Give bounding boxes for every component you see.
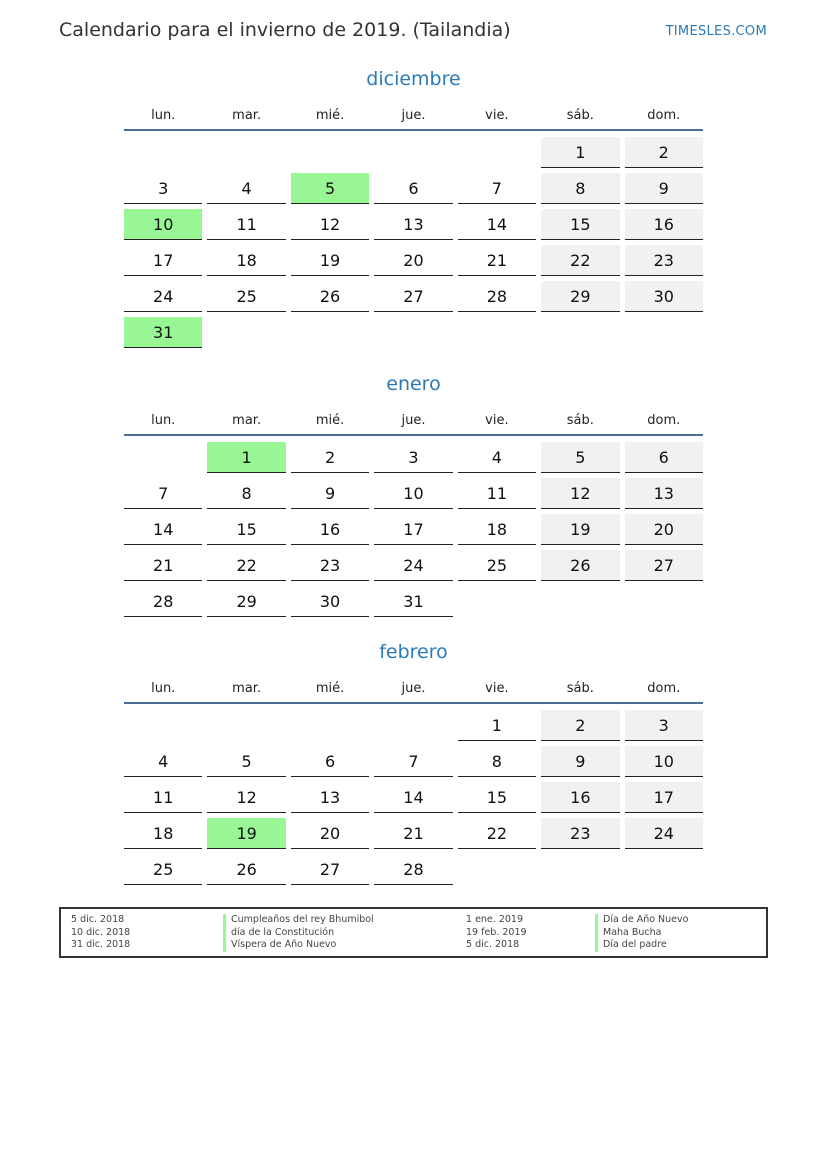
weekend-day-cell: 15 (541, 209, 619, 240)
day-cell: 20 (291, 818, 369, 849)
month-december (124, 66, 703, 353)
day-cell: 29 (207, 586, 285, 617)
legend-holiday-name: Día de Año Nuevo (603, 914, 689, 925)
holiday-day-cell: 19 (207, 818, 285, 849)
day-cell: 12 (207, 782, 285, 813)
day-cell: 15 (207, 514, 285, 545)
empty-cell (207, 137, 285, 168)
day-cell: 28 (458, 281, 536, 312)
day-cell: 24 (374, 550, 452, 581)
month-title: enero (386, 373, 441, 395)
weekend-day-cell: 9 (541, 746, 619, 777)
empty-cell (458, 854, 536, 885)
day-cell: 21 (374, 818, 452, 849)
legend-date: 31 dic. 2018 (71, 939, 131, 950)
day-cell: 26 (291, 281, 369, 312)
weekend-day-cell: 23 (625, 245, 703, 276)
legend-holiday-name: Víspera de Año Nuevo (231, 939, 337, 950)
day-cell: 5 (207, 746, 285, 777)
holiday-legend (59, 907, 768, 958)
day-cell: 6 (374, 173, 452, 204)
day-cell: 30 (291, 586, 369, 617)
weekend-day-cell: 29 (541, 281, 619, 312)
day-cell: 27 (291, 854, 369, 885)
empty-cell (207, 317, 285, 348)
weekend-day-cell: 30 (625, 281, 703, 312)
day-cell: 1 (458, 710, 536, 741)
weekday-header (124, 679, 703, 704)
day-cell: 14 (374, 782, 452, 813)
weekend-day-cell: 12 (541, 478, 619, 509)
weekday-label: sáb. (566, 413, 594, 428)
weekday-label: vie. (485, 108, 509, 123)
legend-date: 10 dic. 2018 (71, 926, 131, 938)
empty-cell (291, 710, 369, 741)
week-row (124, 317, 703, 348)
day-cell: 24 (124, 281, 202, 312)
day-cell: 22 (458, 818, 536, 849)
day-cell: 7 (124, 478, 202, 509)
day-cell: 21 (458, 245, 536, 276)
week-row (124, 478, 703, 509)
weekend-day-cell: 6 (625, 442, 703, 473)
weekday-label: mar. (232, 108, 262, 123)
month-title: febrero (379, 641, 448, 663)
page-title: Calendario para el invierno de 2019. (Tailandia) (59, 19, 511, 41)
day-cell: 11 (124, 782, 202, 813)
legend-dates-left (71, 914, 130, 952)
empty-cell (458, 586, 536, 617)
day-cell: 13 (291, 782, 369, 813)
weekend-day-cell: 20 (625, 514, 703, 545)
empty-cell (291, 317, 369, 348)
legend-holiday-name: Cumpleaños del rey Bhumibol (231, 914, 374, 925)
weekend-day-cell: 26 (541, 550, 619, 581)
day-cell: 7 (458, 173, 536, 204)
week-row (124, 746, 703, 777)
day-cell: 28 (124, 586, 202, 617)
month-february (124, 639, 703, 890)
day-cell: 11 (458, 478, 536, 509)
day-cell: 14 (458, 209, 536, 240)
weekend-day-cell: 16 (625, 209, 703, 240)
legend-dates-right (466, 914, 527, 952)
empty-cell (541, 854, 619, 885)
day-cell: 12 (291, 209, 369, 240)
day-cell: 18 (207, 245, 285, 276)
weekday-label: sáb. (566, 681, 594, 696)
week-row (124, 209, 703, 240)
weekend-day-cell: 16 (541, 782, 619, 813)
weekend-day-cell: 13 (625, 478, 703, 509)
day-cell: 15 (458, 782, 536, 813)
day-cell: 10 (374, 478, 452, 509)
day-cell: 9 (291, 478, 369, 509)
day-cell: 28 (374, 854, 452, 885)
day-grid (124, 137, 703, 348)
weekday-label: mar. (232, 413, 262, 428)
week-row (124, 782, 703, 813)
day-cell: 16 (291, 514, 369, 545)
legend-names-right (595, 914, 688, 952)
week-row (124, 173, 703, 204)
weekend-day-cell: 19 (541, 514, 619, 545)
legend-date: 5 dic. 2018 (71, 914, 125, 925)
empty-cell (124, 710, 202, 741)
empty-cell (374, 710, 452, 741)
day-cell: 26 (207, 854, 285, 885)
weekday-label: lun. (151, 108, 176, 123)
week-row (124, 245, 703, 276)
day-cell: 19 (291, 245, 369, 276)
weekend-day-cell: 27 (625, 550, 703, 581)
weekend-day-cell: 2 (625, 137, 703, 168)
weekend-day-cell: 24 (625, 818, 703, 849)
day-grid (124, 442, 703, 617)
empty-cell (374, 317, 452, 348)
empty-cell (207, 710, 285, 741)
day-cell: 17 (374, 514, 452, 545)
day-cell: 2 (291, 442, 369, 473)
holiday-day-cell: 5 (291, 173, 369, 204)
empty-cell (625, 317, 703, 348)
day-cell: 25 (458, 550, 536, 581)
legend-date: 5 dic. 2018 (466, 939, 520, 950)
empty-cell (124, 137, 202, 168)
weekend-day-cell: 3 (625, 710, 703, 741)
week-row (124, 442, 703, 473)
month-title: diciembre (366, 68, 461, 90)
day-cell: 20 (374, 245, 452, 276)
week-row (124, 586, 703, 617)
day-cell: 23 (291, 550, 369, 581)
week-row (124, 854, 703, 885)
weekday-label: lun. (151, 681, 176, 696)
weekday-label: mar. (232, 681, 262, 696)
legend-date: 19 feb. 2019 (466, 926, 527, 938)
holiday-day-cell: 10 (124, 209, 202, 240)
weekday-label: dom. (647, 108, 681, 123)
day-cell: 21 (124, 550, 202, 581)
holiday-day-cell: 1 (207, 442, 285, 473)
day-grid (124, 710, 703, 885)
weekday-header (124, 411, 703, 436)
weekday-label: mié. (315, 413, 345, 428)
day-cell: 22 (207, 550, 285, 581)
day-cell: 17 (124, 245, 202, 276)
weekday-label: jue. (401, 681, 426, 696)
weekday-label: mié. (315, 681, 345, 696)
holiday-day-cell: 31 (124, 317, 202, 348)
empty-cell (625, 586, 703, 617)
legend-date: 1 ene. 2019 (466, 914, 523, 925)
weekend-day-cell: 17 (625, 782, 703, 813)
weekday-label: jue. (401, 413, 426, 428)
day-cell: 27 (374, 281, 452, 312)
day-cell: 8 (458, 746, 536, 777)
weekday-label: jue. (401, 108, 426, 123)
brand-link[interactable]: TIMESLES.COM (665, 24, 767, 39)
day-cell: 4 (124, 746, 202, 777)
day-cell: 3 (124, 173, 202, 204)
day-cell: 6 (291, 746, 369, 777)
week-row (124, 137, 703, 168)
empty-cell (291, 137, 369, 168)
week-row (124, 514, 703, 545)
weekday-label: vie. (485, 681, 509, 696)
week-row (124, 281, 703, 312)
day-cell: 4 (207, 173, 285, 204)
week-row (124, 710, 703, 741)
weekday-header (124, 106, 703, 131)
empty-cell (625, 854, 703, 885)
weekend-day-cell: 2 (541, 710, 619, 741)
weekend-day-cell: 23 (541, 818, 619, 849)
weekend-day-cell: 5 (541, 442, 619, 473)
weekend-day-cell: 22 (541, 245, 619, 276)
empty-cell (374, 137, 452, 168)
empty-cell (541, 317, 619, 348)
empty-cell (124, 442, 202, 473)
weekend-day-cell: 8 (541, 173, 619, 204)
weekend-day-cell: 9 (625, 173, 703, 204)
weekday-label: vie. (485, 413, 509, 428)
weekday-label: sáb. (566, 108, 594, 123)
week-row (124, 818, 703, 849)
month-january (124, 371, 703, 622)
day-cell: 11 (207, 209, 285, 240)
day-cell: 25 (207, 281, 285, 312)
empty-cell (541, 586, 619, 617)
day-cell: 25 (124, 854, 202, 885)
legend-names-left (223, 914, 374, 952)
empty-cell (458, 317, 536, 348)
day-cell: 4 (458, 442, 536, 473)
legend-holiday-name: día de la Constitución (231, 926, 335, 938)
day-cell: 13 (374, 209, 452, 240)
weekday-label: dom. (647, 413, 681, 428)
empty-cell (458, 137, 536, 168)
day-cell: 18 (458, 514, 536, 545)
day-cell: 31 (374, 586, 452, 617)
weekend-day-cell: 10 (625, 746, 703, 777)
day-cell: 7 (374, 746, 452, 777)
week-row (124, 550, 703, 581)
weekday-label: mié. (315, 108, 345, 123)
weekend-day-cell: 1 (541, 137, 619, 168)
legend-holiday-name: Día del padre (603, 939, 667, 950)
day-cell: 18 (124, 818, 202, 849)
day-cell: 14 (124, 514, 202, 545)
weekday-label: dom. (647, 681, 681, 696)
day-cell: 3 (374, 442, 452, 473)
day-cell: 8 (207, 478, 285, 509)
weekday-label: lun. (151, 413, 176, 428)
legend-holiday-name: Maha Bucha (603, 926, 662, 938)
